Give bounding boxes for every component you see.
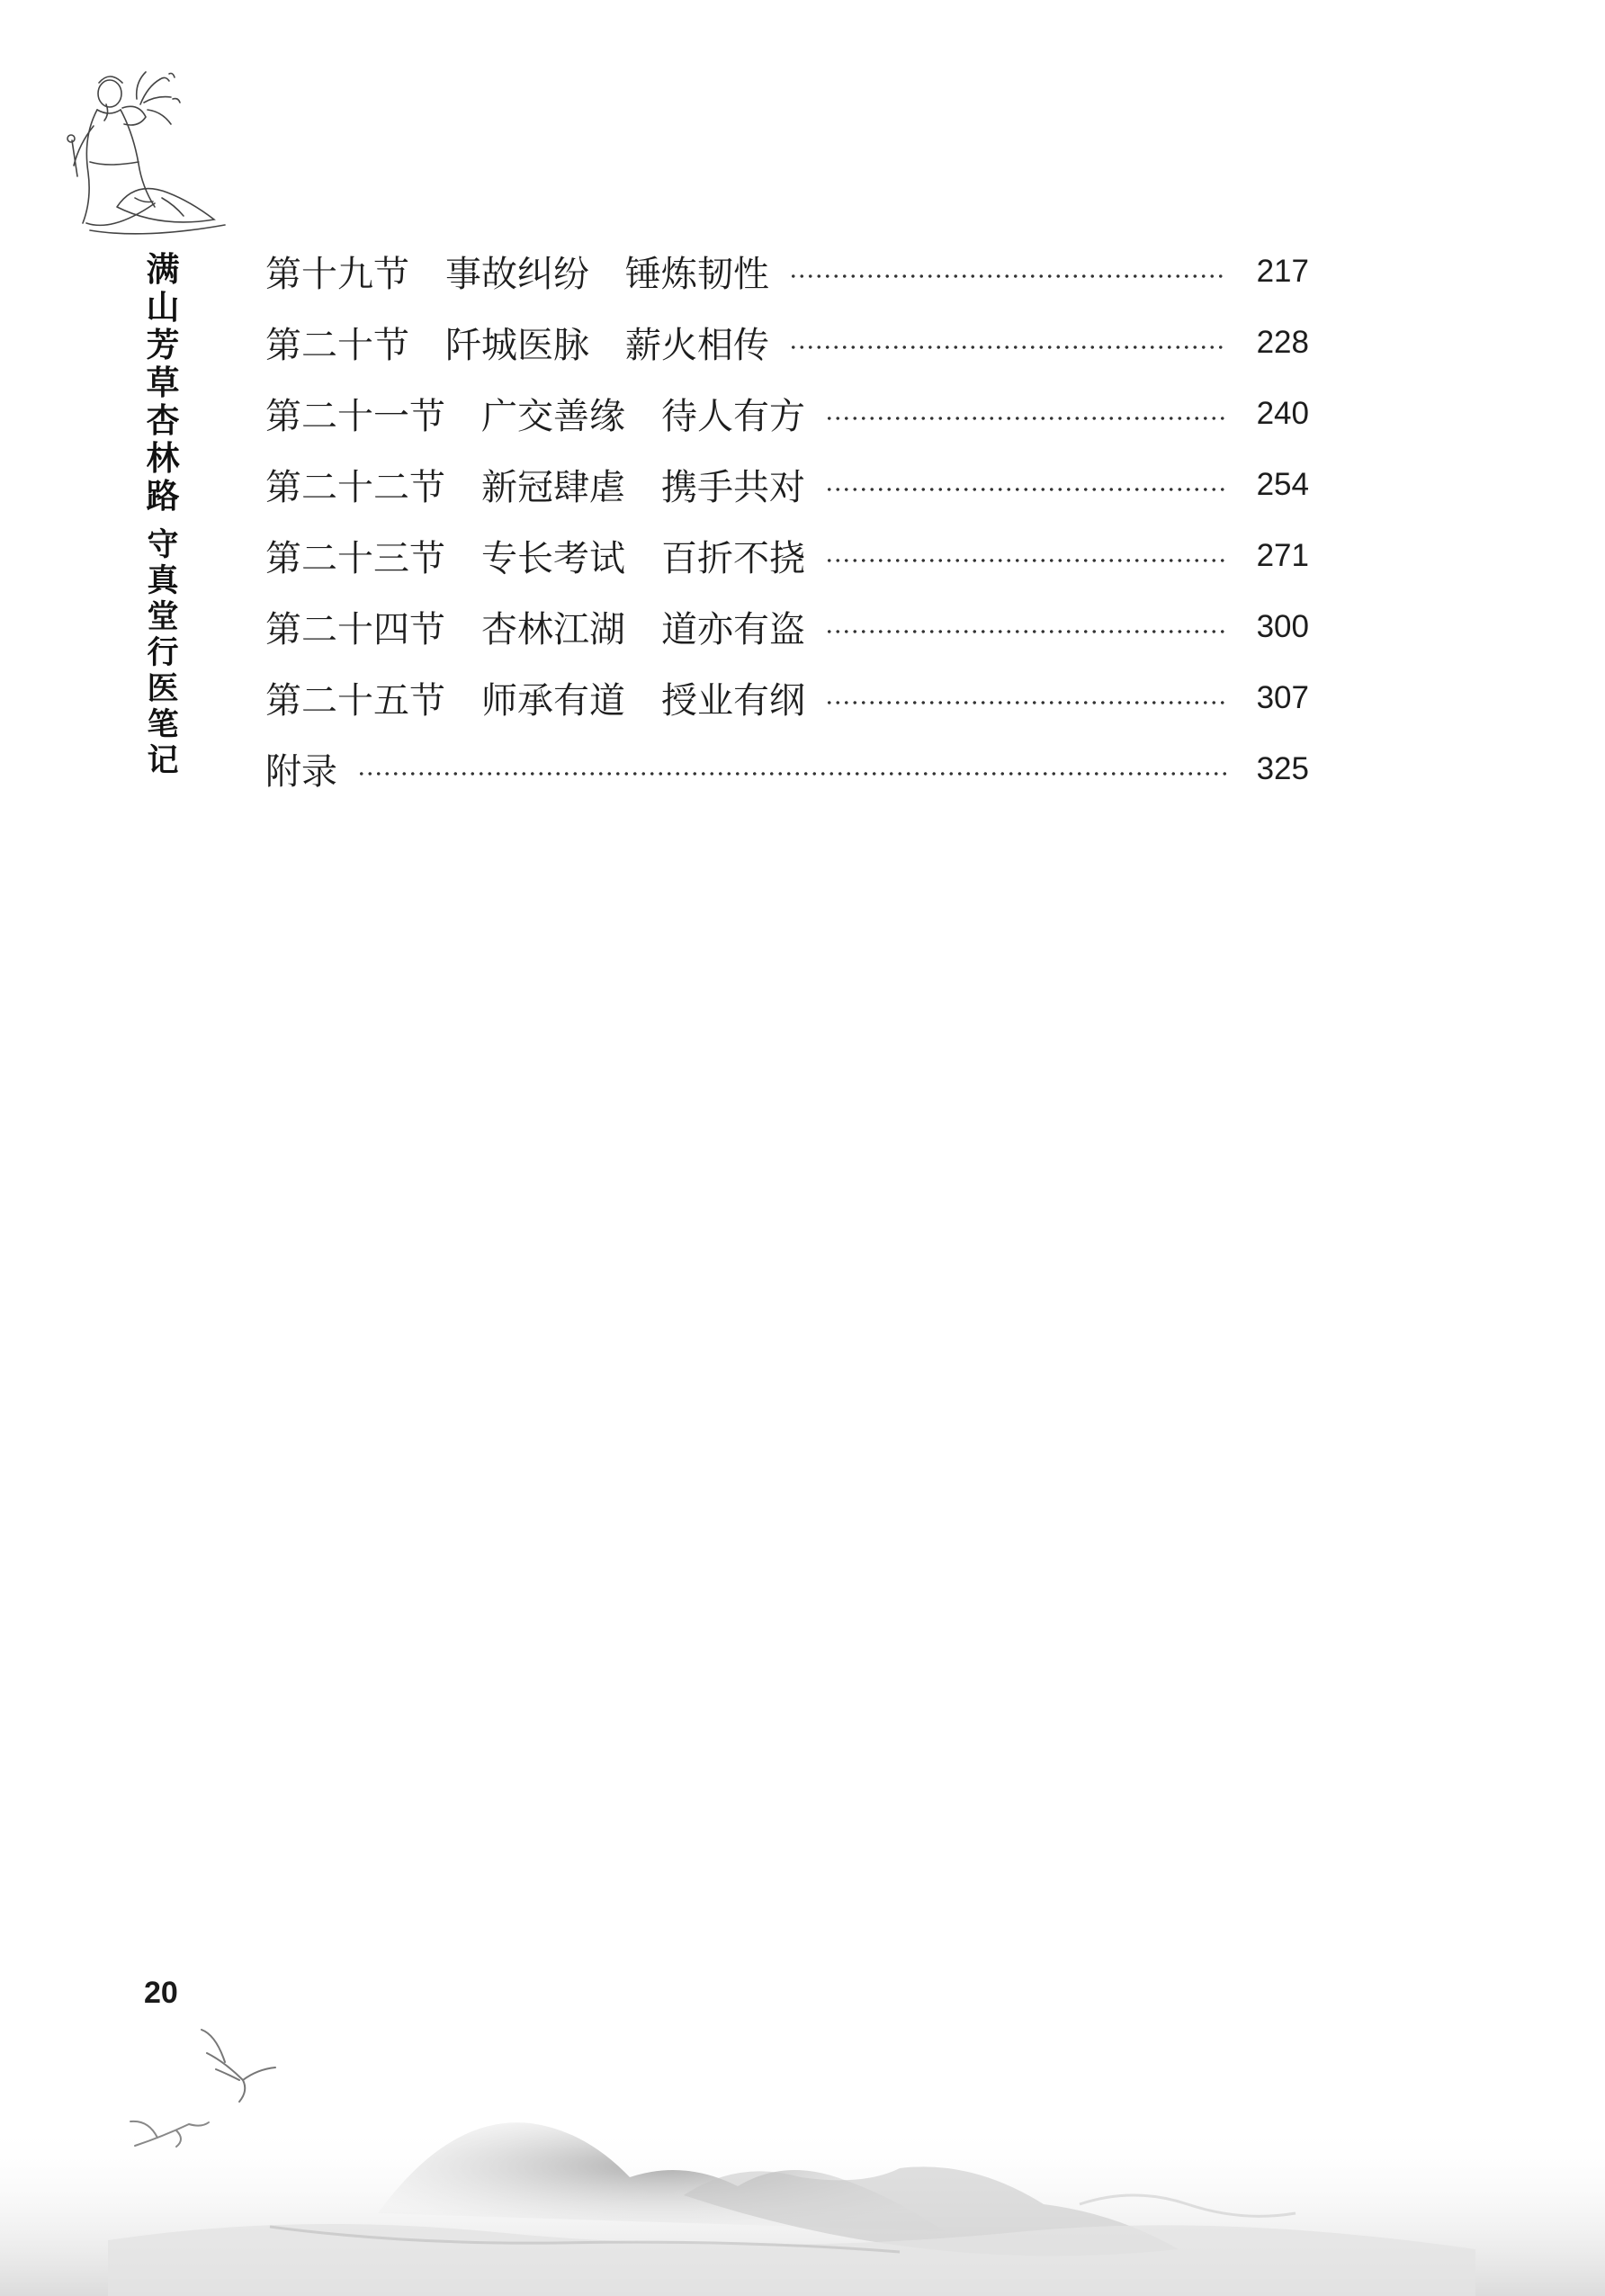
toc-entry[interactable] — [265, 307, 1309, 378]
subtitle-char: 行 — [147, 634, 179, 671]
subtitle-char: 笔 — [147, 706, 179, 743]
toc-entry[interactable] — [265, 236, 1309, 307]
title-char: 林 — [146, 438, 180, 478]
page-number: 20 — [144, 1976, 178, 2010]
toc-entry[interactable] — [265, 520, 1309, 591]
subtitle-char: 记 — [147, 742, 179, 779]
section-number: 第十九节 — [265, 254, 409, 295]
section-number: 第二十五节 — [265, 680, 445, 722]
section-number: 第二十三节 — [265, 538, 445, 579]
section-number: 第二十节 — [265, 325, 409, 366]
title-char: 路 — [146, 476, 180, 516]
section-number: 第二十二节 — [265, 467, 445, 508]
ink-landscape-decoration — [0, 2015, 1605, 2296]
dot-leader — [789, 274, 1226, 278]
book-title-vertical — [139, 250, 187, 779]
section-title-part1: 新冠肆虐 — [481, 467, 625, 508]
subtitle-char: 堂 — [147, 598, 179, 635]
section-page: 217 — [1256, 253, 1309, 289]
section-title-part2: 授业有纲 — [661, 680, 805, 722]
section-title-part2: 百折不挠 — [661, 538, 805, 579]
toc-entry[interactable] — [265, 449, 1309, 520]
section-page: 325 — [1256, 750, 1309, 786]
section-page: 254 — [1256, 466, 1309, 502]
toc-entry[interactable] — [265, 662, 1309, 733]
dot-leader — [825, 417, 1226, 420]
subtitle-char: 真 — [147, 562, 179, 599]
section-title-part2: 道亦有盗 — [661, 609, 805, 650]
dot-leader — [825, 630, 1226, 633]
title-char: 满 — [146, 249, 180, 289]
title-char: 山 — [146, 287, 180, 327]
section-page: 271 — [1256, 537, 1309, 573]
section-title-part1: 专长考试 — [481, 538, 625, 579]
section-page: 300 — [1256, 608, 1309, 644]
section-title-part2: 薪火相传 — [625, 325, 769, 366]
section-page: 240 — [1256, 395, 1309, 431]
book-title-sub — [147, 527, 178, 779]
appendix-title: 附录 — [265, 751, 337, 793]
section-title-part2: 锤炼韧性 — [625, 254, 769, 295]
toc-entry[interactable] — [265, 591, 1309, 662]
toc-entry[interactable] — [265, 378, 1309, 449]
dot-leader — [825, 488, 1226, 491]
section-title-part2: 携手共对 — [661, 467, 805, 508]
section-title-part2: 待人有方 — [661, 396, 805, 437]
dot-leader — [789, 345, 1226, 349]
title-char: 草 — [146, 363, 180, 402]
scholar-illustration — [54, 63, 234, 243]
section-title-part1: 阡城医脉 — [445, 325, 589, 366]
section-number: 第二十四节 — [265, 609, 445, 650]
subtitle-char: 医 — [147, 670, 179, 707]
dot-leader — [825, 701, 1226, 704]
title-char: 芳 — [146, 325, 180, 364]
subtitle-char: 守 — [147, 526, 179, 563]
section-page: 228 — [1256, 324, 1309, 360]
section-page: 307 — [1256, 679, 1309, 715]
title-char: 杏 — [146, 400, 180, 440]
dot-leader — [825, 559, 1226, 562]
book-title-main — [147, 250, 180, 515]
crane-icon — [202, 2030, 275, 2102]
section-title-part1: 事故纠纷 — [445, 254, 589, 295]
section-title-part1: 师承有道 — [481, 680, 625, 722]
section-number: 第二十一节 — [265, 396, 445, 437]
dot-leader — [357, 772, 1226, 776]
section-title-part1: 广交善缘 — [481, 396, 625, 437]
section-title-part1: 杏林江湖 — [481, 609, 625, 650]
table-of-contents — [265, 236, 1309, 804]
toc-entry-appendix[interactable] — [265, 733, 1309, 804]
